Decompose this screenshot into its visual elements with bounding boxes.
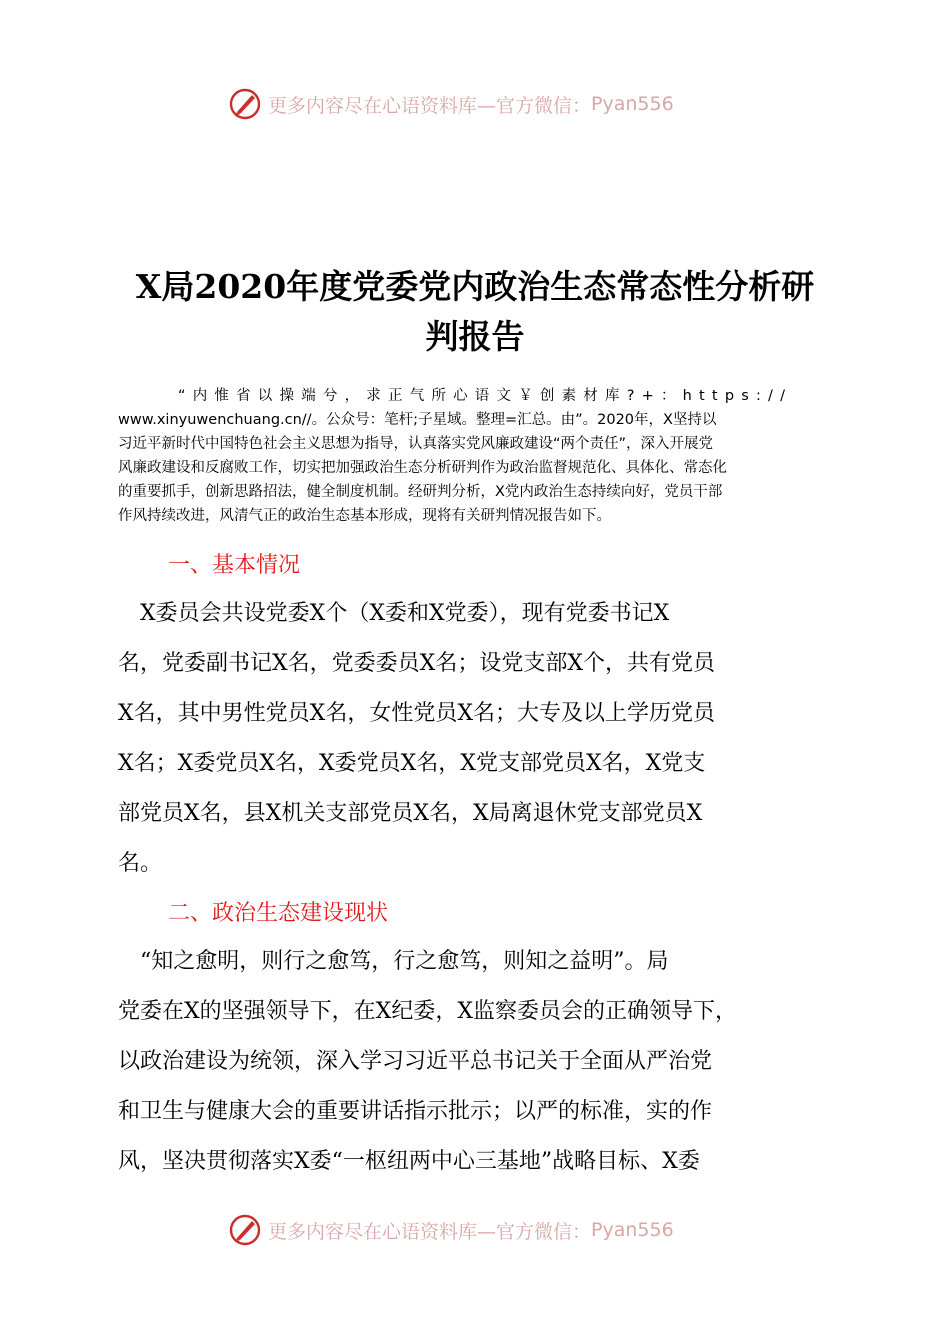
- body-line: X名；X委党员X名，X委党员X名，X党支部党员X名，X党支: [118, 751, 706, 776]
- intro-line: 风廉政建设和反腐败工作，切实把加强政治生态分析研判作为政治监督规范化、具体化、常态化: [118, 460, 727, 476]
- title-line-1: X局2020年度党委党内政治生态常态性分析研: [135, 267, 815, 306]
- title-line-2: 判报告: [425, 317, 525, 356]
- body-line: 以政治建设为统领，深入学习习近平总书记关于全面从严治党: [118, 1049, 713, 1074]
- pen-logo-icon: [228, 87, 262, 121]
- document-title: [100, 262, 850, 362]
- watermark-text: 更多内容尽在心语资料库—官方微信：: [268, 94, 592, 117]
- watermark-text: 更多内容尽在心语资料库—官方微信：: [268, 1220, 592, 1243]
- body-line: 部党员X名，县X机关支部党员X名，X局离退休党支部党员X: [118, 801, 703, 826]
- body-line: X名，其中男性党员X名，女性党员X名；大专及以上学历党员: [118, 701, 715, 726]
- intro-line: www.xinyuwenchuang.cn//。公众号：笔杆;子星域。整理=汇总。由”。2020年，X坚持以: [118, 412, 717, 428]
- watermark-footer: [228, 1210, 674, 1250]
- body-line: “知之愈明，则行之愈笃，行之愈笃，则知之益明”。局: [118, 949, 669, 974]
- body-line: 和卫生与健康大会的重要讲话指示批示；以严的标准，实的作: [118, 1099, 713, 1124]
- watermark-header: [228, 84, 674, 124]
- intro-line: 的重要抓手，创新思路招法，健全制度机制。经研判分析，X党内政治生态持续向好，党员干部: [118, 484, 723, 500]
- body-line: 党委在X的坚强领导下，在X纪委，X监察委员会的正确领导下，: [118, 999, 737, 1024]
- watermark-wechat-id: Pyan556: [591, 1219, 674, 1241]
- watermark-wechat-id: Pyan556: [591, 93, 674, 115]
- body-line: 名，党委副书记X名，党委委员X名；设党支部X个，共有党员: [118, 651, 715, 676]
- section-body-basic-situation: [118, 589, 840, 889]
- section-heading-political-ecology: 二、政治生态建设现状: [168, 901, 389, 926]
- section-body-political-ecology: [118, 937, 840, 1187]
- pen-logo-icon: [228, 1213, 262, 1247]
- intro-line: 习近平新时代中国特色社会主义思想为指导，认真落实党风廉政建设“两个责任”，深入开展党: [118, 436, 714, 452]
- body-line: 风，坚决贯彻落实X委“一枢纽两中心三基地”战略目标、X委: [118, 1149, 700, 1174]
- intro-line: “内惟省以操端兮，求正气所心语文￥创素材库?+：https://: [178, 388, 793, 404]
- section-heading-basic-situation: 一、基本情况: [168, 553, 301, 578]
- body-line: 名。: [118, 851, 163, 876]
- body-line: X委员会共设党委X个（X委和X党委），现有党委书记X: [118, 601, 670, 626]
- intro-line: 作风持续改进，风清气正的政治生态基本形成，现将有关研判情况报告如下。: [118, 508, 611, 524]
- intro-paragraph: [118, 384, 832, 528]
